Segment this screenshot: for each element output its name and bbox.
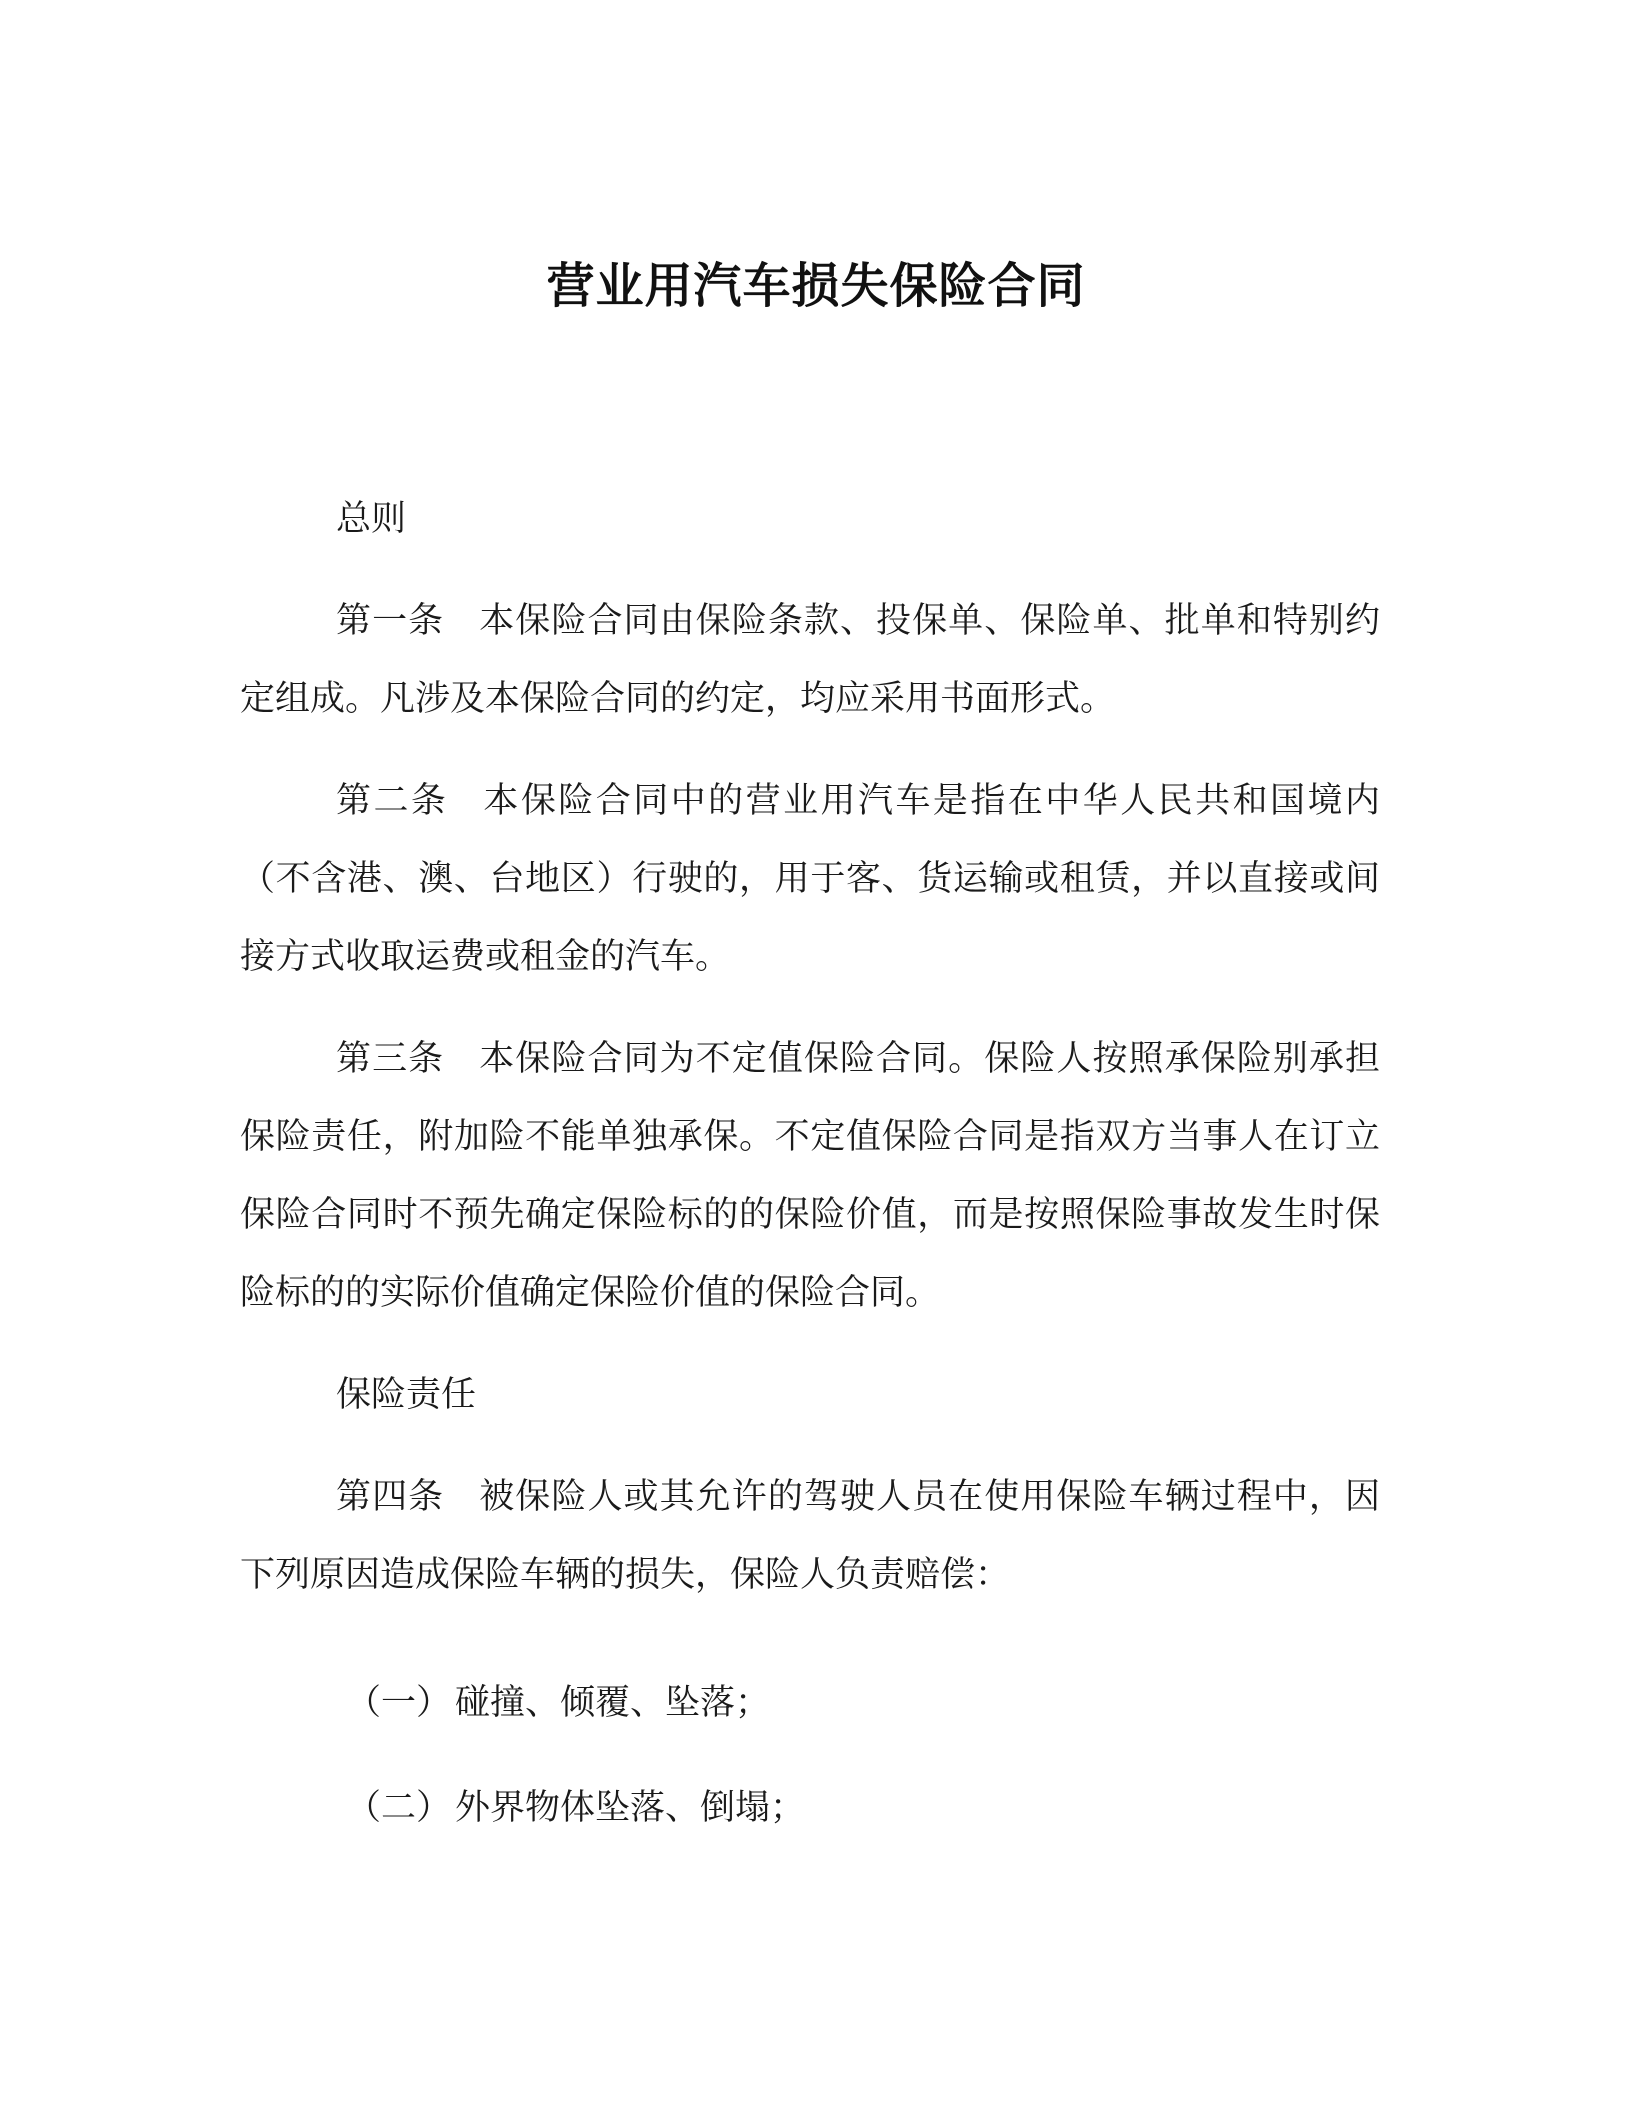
article-text: 被保险人或其允许的驾驶人员在使用保险车辆过程中，因下列原因造成保险车辆的损失，保险人负责赔偿： [240,1477,1380,1595]
article-number: 第二条 [336,781,449,821]
list-item [240,1769,1380,1847]
article-text: 本保险合同由保险条款、投保单、保险单、批单和特别约定组成。凡涉及本保险合同的约定，均应采用书面形式。 [240,601,1380,719]
document-body [240,480,1380,1847]
article-paragraph [240,762,1380,996]
list-item-marker: （一） [346,1683,452,1723]
article-number: 第四条 [336,1477,445,1517]
list-item-text: 外界物体坠落、倒塌； [455,1788,806,1828]
document-title: 营业用汽车损失保险合同 [546,258,1086,315]
article-text: 本保险合同中的营业用汽车是指在中华人民共和国境内（不含港、澳、台地区）行驶的，用于客、货运输或租赁，并以直接或间接方式收取运费或租金的汽车。 [240,781,1380,977]
list-item [240,1664,1380,1742]
article-text: 本保险合同为不定值保险合同。保险人按照承保险别承担保险责任，附加险不能单独承保。不定值保险合同是指双方当事人在订立保险合同时不预先确定保险标的的保险价值，而是按照保险事故发生时保险标的的实际价值确定保险价值的保险合同。 [240,1039,1380,1313]
list-item-marker: （二） [346,1788,452,1828]
section-heading-general: 总则 [336,499,407,539]
article-paragraph [240,1458,1380,1614]
article-paragraph [240,582,1380,738]
list-item-text: 碰撞、倾覆、坠落； [455,1683,771,1723]
section-heading-liability: 保险责任 [336,1375,477,1415]
article-number: 第一条 [336,601,445,641]
article-number: 第三条 [336,1039,445,1079]
article-paragraph [240,1020,1380,1332]
